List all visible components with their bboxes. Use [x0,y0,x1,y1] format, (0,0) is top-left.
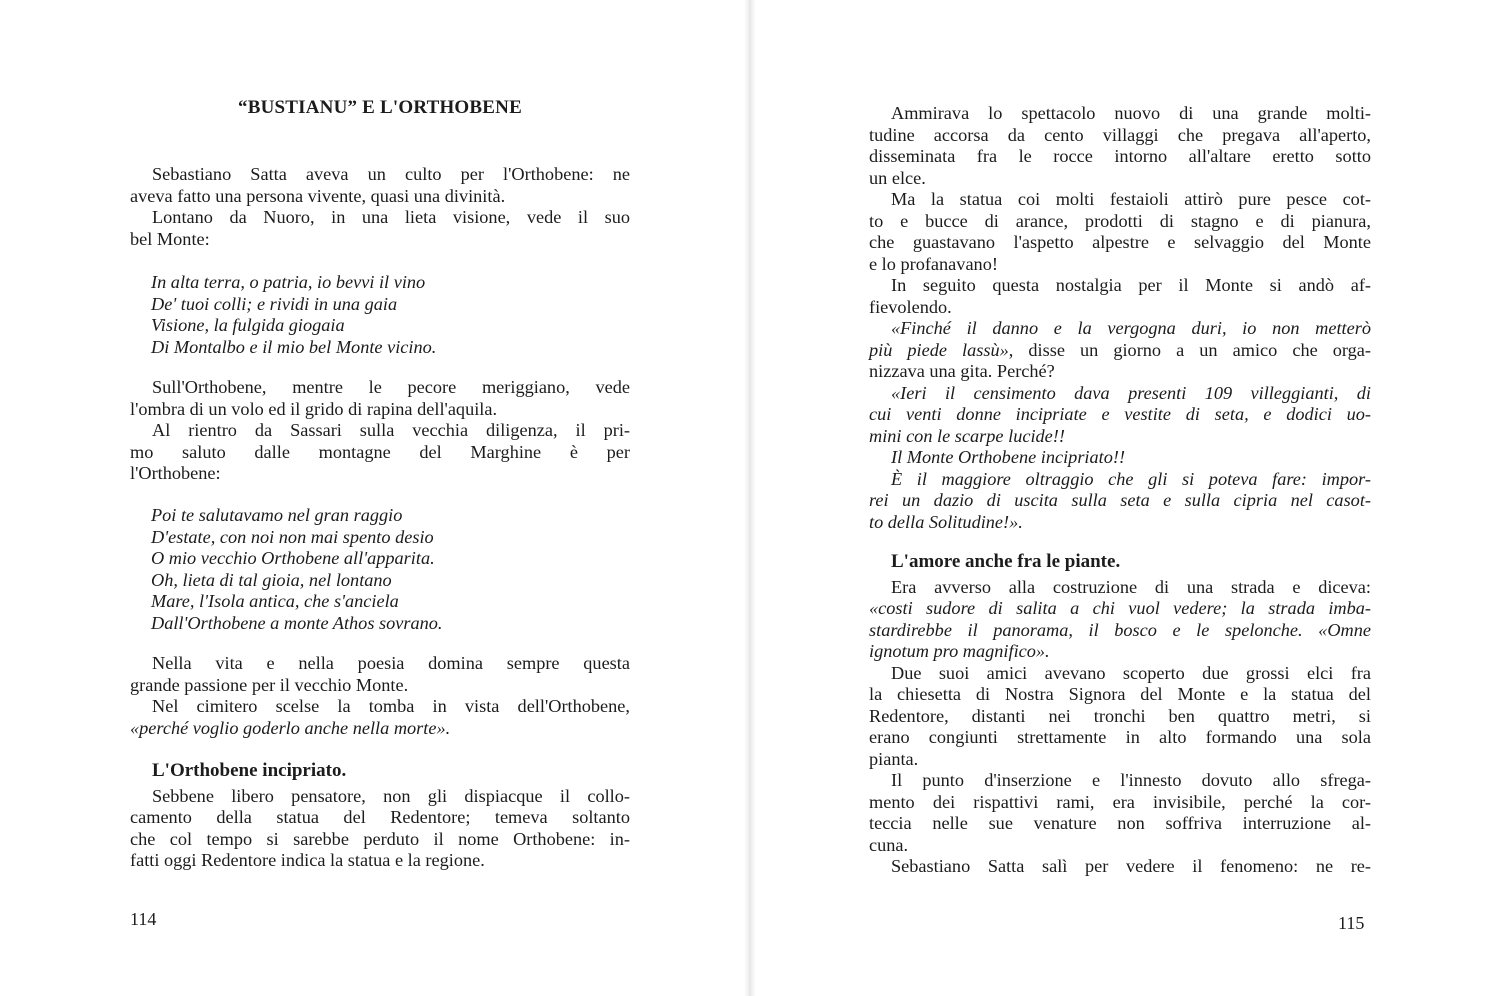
text-line: la chiesetta di Nostra Signora del Monte e la statua del [869,684,1371,704]
text-line: grande passione per il vecchio Monte. [130,674,409,695]
text-line: to e bucce di arance, prodotti di stagno e di pianura, [869,210,1371,231]
text-line: nizzava una gita. Perché? [869,361,1055,381]
text-line: che guastavano l'aspetto alpestre e selvaggio del Monte [869,232,1371,252]
text-line: disseminata fra le rocce intorno all'altare eretto sotto [869,146,1371,166]
quote-line: mini con le scarpe lucide!! [869,425,1065,446]
text-line: Ammirava lo spettacolo nuovo di una grande molti- [891,103,1371,123]
text-line: un elce. [869,167,926,188]
left-section [130,760,630,872]
text-line: cuna. [869,834,909,855]
quote-line: «perché voglio goderlo anche nella morte». [130,717,451,738]
left-text-block-3 [130,653,630,739]
text-line: Lontano da Nuoro, in una lieta visione, vede il suo [152,207,630,227]
poem-line: O mio vecchio Orthobene all'apparita. [151,548,435,568]
quote-line: to della Solitudine!». [869,511,1023,532]
text-line: mo saluto dalle montagne del Marghine è per [130,441,630,462]
text-line: Sull'Orthobene, mentre le pecore meriggiano, vede [152,377,630,397]
poem-line: De' tuoi colli; e rividi in una gaia [151,293,398,314]
left-text-block-1 [130,164,630,250]
quote-line: cui venti donne incipriate e vestite di seta, e dodici uo- [869,404,1371,424]
poem-stanza-1 [151,272,621,358]
text-line: Sebastiano Satta aveva un culto per l'Orthobene: ne [152,164,630,184]
poem-line: Oh, lieta di tal gioia, nel lontano [151,569,392,590]
text-line: Era avverso alla costruzione di una strada e diceva: [891,576,1371,597]
section-heading: L'Orthobene incipriato. [152,760,347,781]
quote-line: «costi sudore di salita a chi vuol vedere; la strada imba- [869,598,1371,618]
text-line: bel Monte: [130,228,210,249]
text-line: l'Orthobene: [130,463,221,483]
text-line: mento dei rispattivi rami, era invisibile, perché la cor- [869,791,1371,812]
left-page [0,0,744,996]
chapter-title: “BUSTIANU” E L'ORTHOBENE [238,97,522,118]
text-line: che col tempo si sarebbe perduto il nome Orthobene: in- [130,828,630,849]
poem-line: D'estate, con noi non mai spento desio [151,526,434,547]
poem-line: In alta terra, o patria, io bevvi il vino [151,272,426,292]
text-line: Ma la statua coi molti festaioli attirò pure pesce cot- [891,189,1371,209]
right-section [869,551,1371,878]
quote-line: «Finché il danno e la vergogna duri, io non metterò [891,318,1371,338]
text-line: Il punto d'inserzione e l'innesto dovuto allo sfrega- [891,770,1371,790]
text-line: e lo profanavano! [869,253,998,274]
right-page [756,0,1500,996]
text-line: Sebbene libero pensatore, non gli dispiacque il collo- [152,785,630,806]
quote-line: stardirebbe il panorama, il bosco e le spelonche. «Omne [869,619,1371,640]
text-line: Nel cimitero scelse la tomba in vista dell'Orthobene, [152,696,630,716]
poem-stanza-2 [151,505,621,634]
right-text-block-1 [869,103,1371,533]
text-line: pianta. [869,748,919,769]
text-line: Nella vita e nella poesia domina sempre questa [152,653,630,673]
poem-line: Di Montalbo e il mio bel Monte vicino. [151,336,437,357]
quote-line: «Ieri il censimento dava presenti 109 villeggianti, di [891,382,1371,403]
text-line: aveva fatto una persona vivente, quasi una divinità. [130,185,506,206]
text-line: l'ombra di un volo ed il grido di rapina dell'aquila. [130,398,498,419]
section-heading: L'amore anche fra le piante. [891,551,1121,572]
text-line: erano congiunti strettamente in alto formando una sola [869,727,1371,747]
left-text-block-2 [130,377,630,485]
quote-line: Il Monte Orthobene incipriato!! [891,447,1126,467]
text-line: Redentore, distanti nei tronchi ben quattro metri, si [869,705,1371,726]
text-line [869,340,1371,362]
text-line: Al rientro da Sassari sulla vecchia diligenza, il pri- [152,420,630,440]
poem-line: Poi te salutavamo nel gran raggio [151,505,403,525]
text-line: Due suoi amici avevano scoperto due grossi elci fra [891,662,1371,683]
poem-line: Mare, l'Isola antica, che s'anciela [151,591,399,611]
quote-line: rei un dazio di uscita sulla seta e sulla cipria nel casot- [869,490,1371,510]
poem-line: Dall'Orthobene a monte Athos sovrano. [151,612,443,633]
text-line: fievolendo. [869,296,952,317]
quote-line: È il maggiore oltraggio che gli si poteva fare: impor- [891,468,1371,489]
poem-line: Visione, la fulgida giogaia [151,315,345,335]
text-line: tudine accorsa da cento villaggi che pregava all'aperto, [869,124,1371,145]
book-gutter [744,0,756,996]
text-line: teccia nelle sue venature non soffriva interruzione al- [869,813,1371,833]
quote-line: ignotum pro magnifico». [869,641,1050,661]
page-number: 114 [130,909,157,929]
text-line: Sebastiano Satta salì per vedere il fenomeno: ne re- [891,856,1371,876]
page-number: 115 [1338,913,1365,933]
text-line: fatti oggi Redentore indica la statua e la regione. [130,850,485,870]
text-line: camento della statua del Redentore; temeva soltanto [130,807,630,827]
quote-fragment: più piede lassù» [869,339,1009,360]
text-line: In seguito questa nostalgia per il Monte si andò af- [891,275,1371,295]
text-fragment: , disse un giorno a un amico che orga- [1008,339,1371,360]
